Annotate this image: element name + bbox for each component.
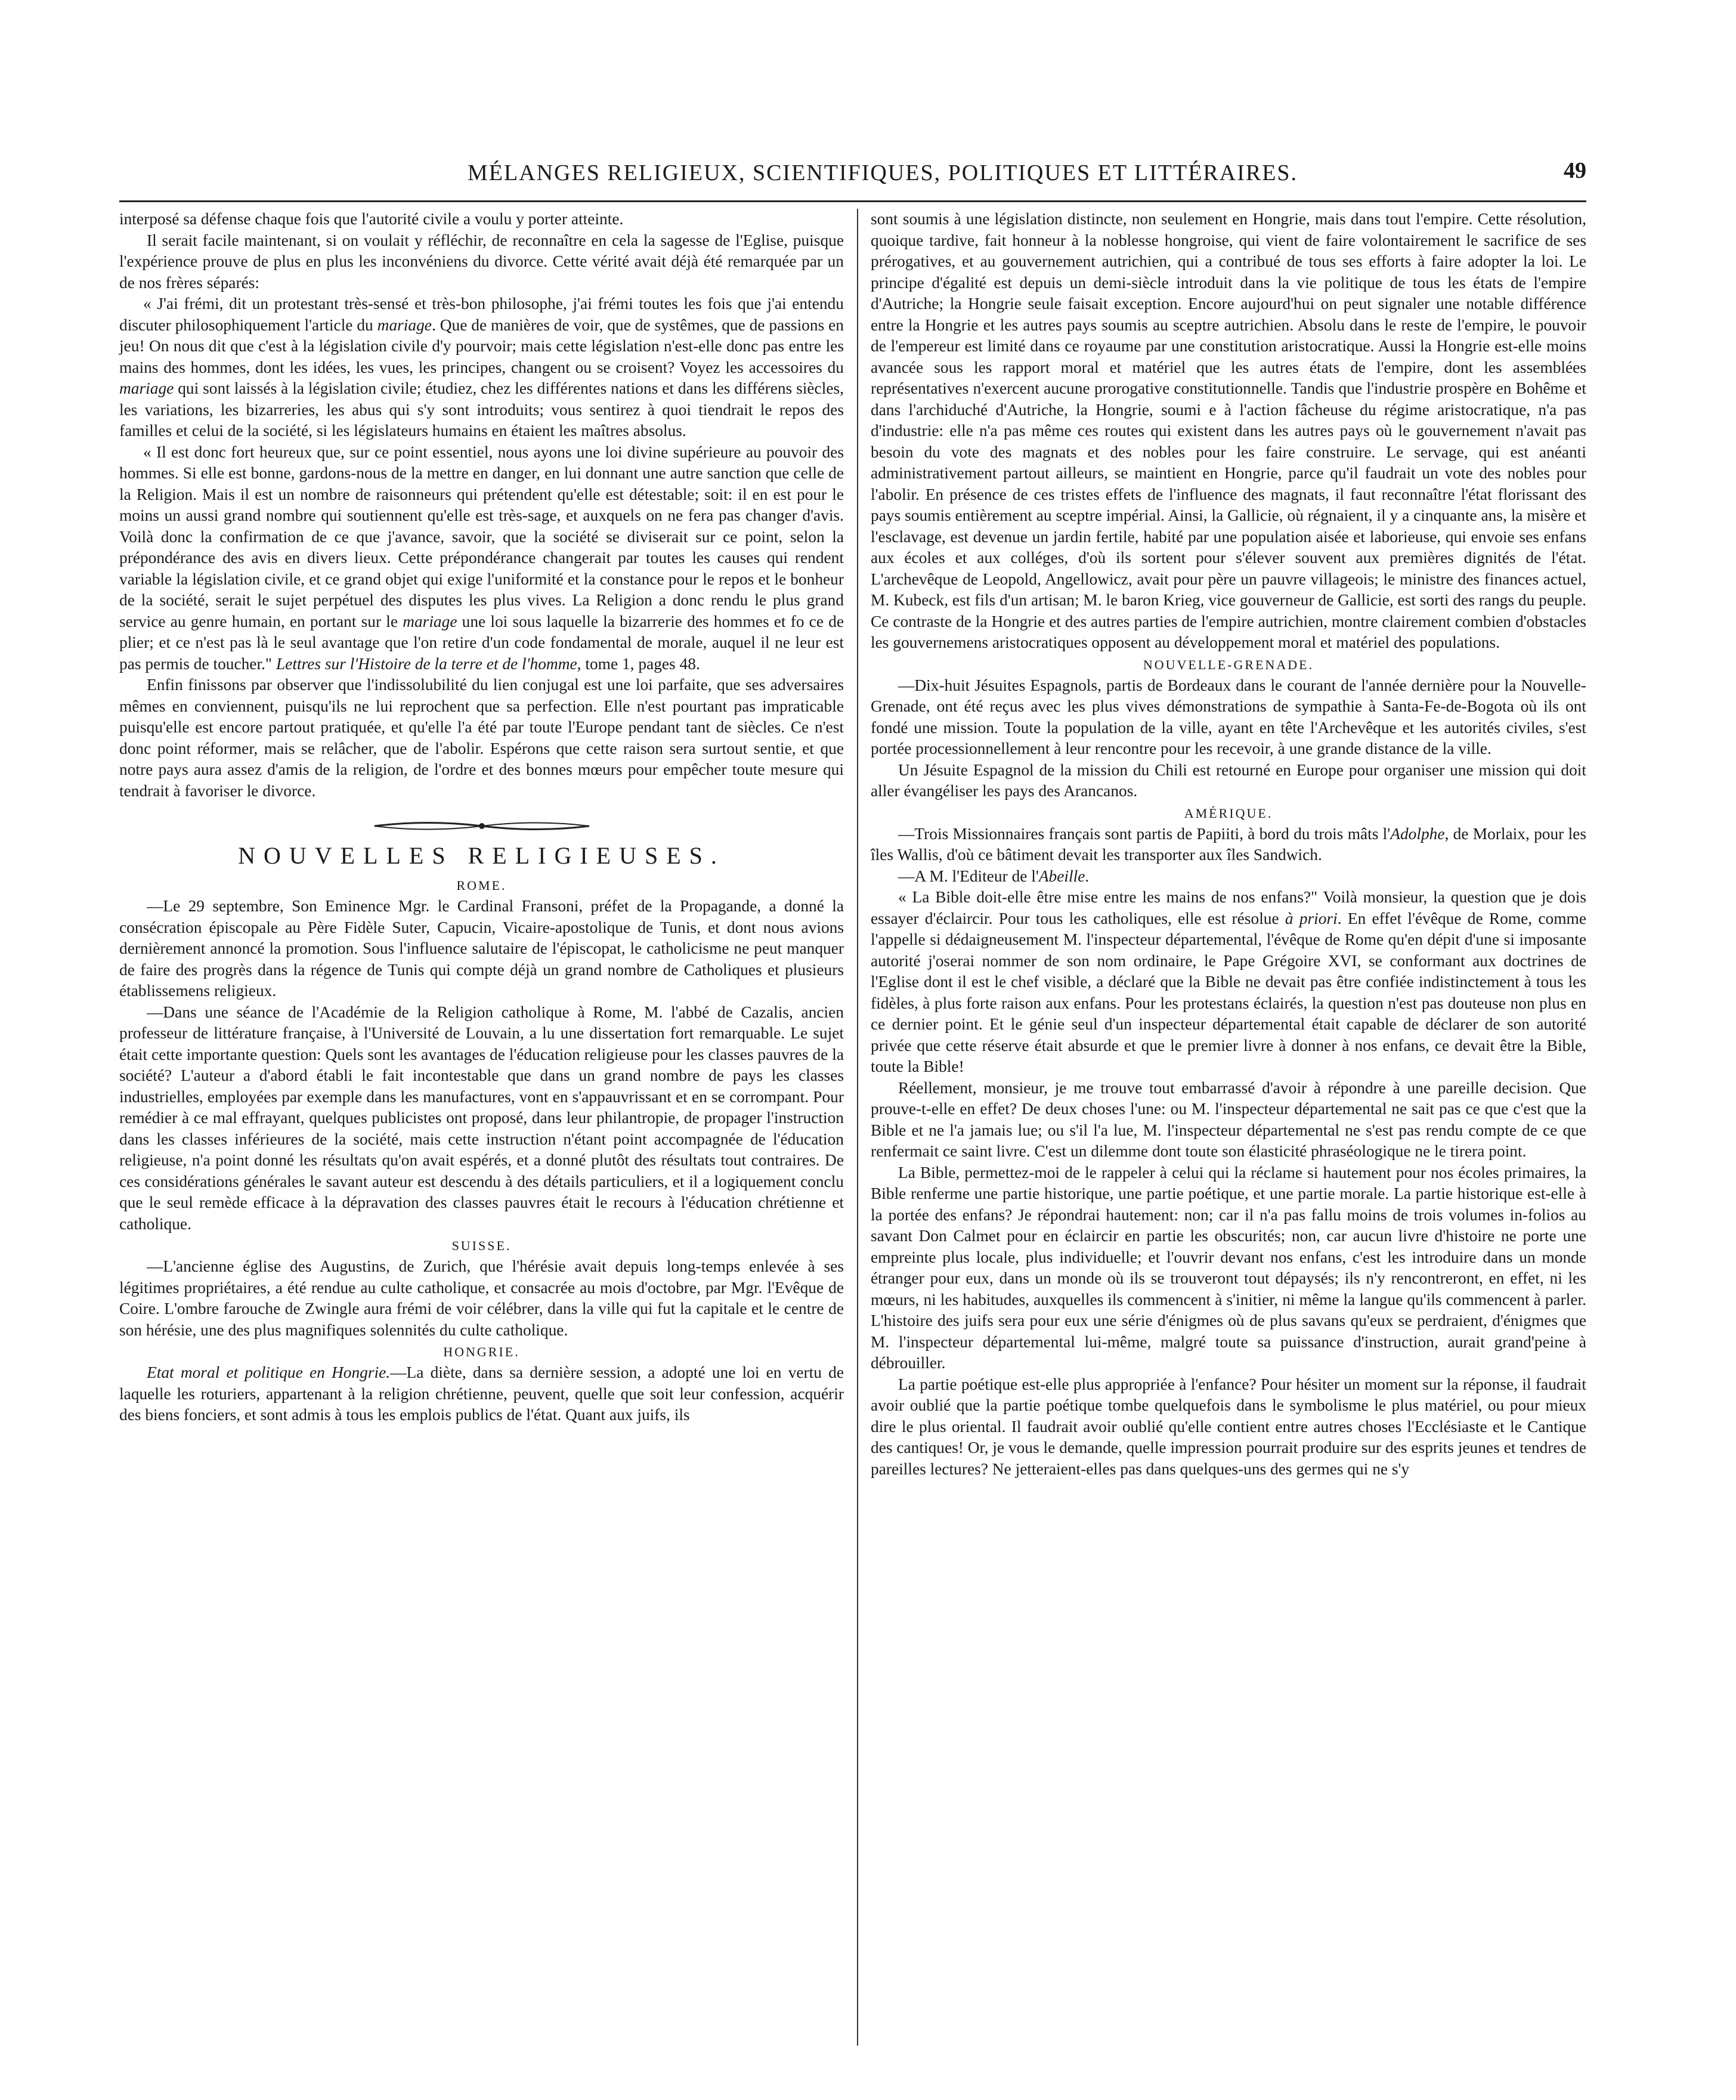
letter-heading [871,866,1586,887]
text-run: , de Morlaix, pour les îles Wallis, d'où ce bâtiment devait les transporter aux îles Sandwich. [871,824,1586,864]
header-rule [119,200,1586,202]
subheading-hongrie: HONGRIE. [443,1344,520,1359]
page-number: 49 [1564,158,1586,183]
text-run: « La Bible doit-elle être mise entre les mains de nos enfans?" Voilà monsieur, la question que je dois essayer d'éclaircir. Pour tous les catholiques, elle est résolue [871,888,1586,927]
paragraph: Il serait facile maintenant, si on voulait y réfléchir, de reconnaître en cela la sagesse de l'Eglise, puisque l'expérience prouve de plus en plus les inconvéniens du divorce. Cette vérité avait déjà été remarquée par un de nos frères séparés: [119,231,844,292]
news-item: —Le 29 septembre, Son Eminence Mgr. le Cardinal Fransoni, préfet de la Propagande, a donné la consécration épiscopale au Père Fidèle Suter, Capucin, Vicaire-apostolique de Tunis, et dont nous avions dernièrement annoncé la promotion. Sous l'influence salutaire de l'épiscopat, le catholicisme ne peut manquer de faire des progrès dans la régence de Tunis qui compte déjà un grand nombre de Catholiques et plusieurs établissemens religieux. [119,897,844,1000]
subheading-rome: ROME. [456,878,507,893]
letter-paragraph: La Bible, permettez-moi de le rappeler à celui qui la réclame si hautement pour nos écoles primaires, la Bible renferme une partie historique, une partie poétique, et une partie morale. La partie historique est-elle à la portée des enfans? Je répondrai hautement: non; car il n'a pas fallu moins de trois volumes in-folios au savant Don Calmet pour en éclaircir en partie les obscurités; non, car aucun livre d'histoire ne porte une empreinte plus locale, plus individuelle; et l'ouvrir devant nos enfans, c'est les introduire dans un monde étranger pour eux, dans un monde où ils se trouveront tout dépaysés; ils n'y rencontreront, en effet, ni les mœurs, ni les habitudes, auxquelles ils commencent à s'initier, ni même la langue qu'ils commencent à parler. L'histoire des juifs sera pour eux une série d'énigmes où de plus savans qu'eux se perdraient, d'énigmes que M. l'inspecteur départemental lui-même, malgré toute sa puissance d'instruction, aurait grand'peine à débrouiller. [871,1163,1586,1372]
news-item [871,824,1586,866]
text-run: tome 1, pages 48. [581,654,700,673]
subheading-nouvelle-grenade: NOUVELLE-GRENADE. [1143,657,1314,672]
italic-run: Etat moral et politique en Hongrie. [147,1363,391,1381]
text-run: « J'ai frémi, dit un protestant très-sensé et très-bon philosophe, j'ai frémi toutes les fois que j'ai entendu discuter philosophiquement l'article du [119,295,844,334]
paragraph: sont soumis à une législation distincte, non seulement en Hongrie, mais dans tout l'empire. Cette résolution, quoique tardive, fait honneur à la noblesse hongroise, qui vient de faire volontairement le sacrifice de ses prérogatives, et au gouvernement autrichien, qui a contribué de tous ses efforts à faire adopter la loi. Le principe d'égalité est depuis un demi-siècle introduit dans la vie politique de tous les états de l'empire d'Autriche; la Hongrie seule faisait exception. Encore aujourd'hui on peut signaler une notable différence entre la Hongrie et les autres pays soumis au sceptre autrichien. Absolu dans le reste de l'empire, le pouvoir de l'empereur est limité dans ce royaume par une constitution aristocratique. Aussi la Hongrie est-elle moins avancée sous les rapport moral et matériel que les autres états de l'empire, dont les assemblées représentatives n'exercent aucune prorogative constitutionnelle. Tandis que l'industrie prospère en Bohême et dans l'archiduché d'Autriche, la Hongrie, soumi e à l'action fâcheuse du régime aristocratique, n'a pas d'industrie: elle n'a pas même ces routes qui existent dans les autres pays où le gouvernement n'avait pas besoin du vote des magnats et des nobles pour les faire construire. Le servage, qui est anéanti administrativement partout ailleurs, se maintient en Hongrie, parce qu'il faudrait un vote des nobles pour l'abolir. En présence de ces tristes effets de l'influence des magnats, il faut reconnaître l'état florissant des pays soumis entièrement au sceptre impérial. Ainsi, la Gallicie, où régnaient, il y a cinquante ans, la misère et l'esclavage, est devenue un jardin fertile, habité par une population aisée et laborieuse, qui envoie ses enfans aux écoles et aux colléges, d'où ils sortent pour s'élever souvent aux premières dignités de l'état. L'archevêque de Leopold, Angellowicz, avait pour père un pauvre villageois; le ministre des finances actuel, M. Kubeck, est fils d'un artisan; M. le baron Krieg, vice gouverneur de Gallicie, est sorti des rangs du peuple. Ce contraste de la Hongrie et des autres parties de l'empire autrichien, montre clairement combien d'obstacles les gouvernemens aristocratiques opposent au développement moral et matériel des populations. [871,210,1586,651]
text-run: . Que de manières de voir, que de systêmes, que de passions en jeu! On nous dit que c'est à la législation civile d'y pourvoir; mais cette législation n'est-elle donc pas entre les mains des hommes, dont les idées, les vues, les principes, changent ou se croisent? Voyez les accessoires du [119,316,844,376]
italic-run: mariage [403,612,457,630]
text-run: qui sont laissés à la législation civile; étudiez, chez les différentes nations et dans les différens siècles, les variations, les bizarreries, les abus qui s'y sont introduits; vous sentirez à quoi tiendrait le repos des familles et celui de la société, si les législateurs humains en étaient les maîtres absolus. [119,379,844,440]
letter-paragraph: Réellement, monsieur, je me trouve tout embarrassé d'avoir à répondre à une pareille decision. Que prouve-t-elle en effet? De deux choses l'une: ou M. l'inspecteur départemental ne sait pas ce que c'est que la Bible et ne l'a jamais lue; ou s'il l'a lue, M. l'inspecteur départemental ne s'est pas rendu compte de ce que renfermait ce saint livre. C'est un dilemme dont toute son élasticité phraséologique ne le tirera point. [871,1078,1586,1160]
text-run: « Il est donc fort heureux que, sur ce point essentiel, nous ayons une loi divine supérieure au pouvoir des hommes. Si elle est bonne, gardons-nous de la mettre en danger, en lui donnant une autre sanction que celle de la Religion. Mais il est un nombre de raisonneurs qui prétendent qu'elle est détestable; soit: il en est pour le moins un aussi grand nombre qui soutiennent qu'elle est très-sage, et auxquels on ne fera pas changer d'avis. Voilà donc la confirmation de ce que j'avance, savoir, que la société se diviserait sur ce point, selon la prépondérance des avis en divers lieux. Cette prépondérance changerait par toutes les causes qui rendent variable la législation civile, et ce grand objet qui exige l'uniformité et la constance pour le repos et le bonheur de la société, serait le sujet perpétuel des disputes les plus vives. La Religion a donc rendu le plus grand service au genre humain, en portant sur le [119,443,844,630]
quote-paragraph [119,442,844,675]
column-divider [857,209,858,2046]
italic-run: à priori [1285,909,1338,927]
italic-run: mariage [119,379,174,397]
ornament-divider [369,817,595,835]
text-run: . [1085,867,1090,885]
news-item: —Dix-huit Jésuites Espagnols, partis de Bordeaux dans le courant de l'année dernière pour la Nouvelle-Grenade, ont été reçus avec les plus vives démonstrations de sympathie à Santa-Fe-de-Bogota où ils ont fondé une mission. Toute la population de la ville, ayant en tête l'Archevêque et les autorités civiles, s'est portée processionnellement à leur rencontre pour les recevoir, à une grande distance de la ville. [871,676,1586,757]
text-run: —La diète, dans sa dernière session, a adopté une loi en vertu de laquelle les roturiers, appartenant à la religion chrétienne, peuvent, quelle que soit leur confession, acquérir des biens fonciers, et sont admis à tous les emplois publics de l'état. Quant aux juifs, ils [119,1363,844,1424]
block-quote [119,293,844,675]
text-run: —A M. l'Editeur de l' [898,867,1039,885]
running-title: MÉLANGES RELIGIEUX, SCIENTIFIQUES, POLITIQUES ET LITTÉRAIRES. [467,160,1298,185]
section-heading: NOUVELLES RELIGIEUSES. [238,842,725,869]
page-header [179,160,1586,202]
news-item: —Dans une séance de l'Académie de la Religion catholique à Rome, M. l'abbé de Cazalis, ancien professeur de littérature française, à l'Université de Louvain, a lu une dissertation fort remarquable. Le sujet était cette importante question: Quels sont les avantages de l'éducation religieuse pour les classes pauvres de la société? L'auteur a d'abord établi le fait incontestable que dans un grand nombre de pays les classes industrielles, employées par exemple dans les manufactures, vont en s'appauvrissant et en se corrompant. Pour remédier à ce mal effrayant, quelques publicistes ont proposé, dans leur philantropie, de propager l'instruction dans les classes inférieures de la société, mais cette instruction n'étant point accompagnée de l'éducation religieuse, n'a point donné les résultats qu'on avait espérés, et a donné plutôt des résultats tout contraires. De ces considérations générales le savant auteur est descendu à des détails particuliers, et il a logiquement conclu que le seul remède efficace à la dépravation des classes pauvres était le recours à l'éducation chrétienne et catholique. [119,1003,844,1233]
news-item: Un Jésuite Espagnol de la mission du Chili est retourné en Europe pour organiser une mission qui doit aller évangéliser les pays des Arancanos. [871,760,1586,800]
italic-run: Abeille [1038,867,1085,885]
letter-paragraph: La partie poétique est-elle plus appropriée à l'enfance? Pour hésiter un moment sur la réponse, il faudrait avoir oublié que la partie poétique tombe quelquefois dans le symbolisme le plus matériel, ou pour mieux dire le plus oriental. Il faudrait avoir oublié qu'elle contient entre autres choses l'Ecclésiaste et le Cantique des cantiques! Or, je vous le demande, quelle impression pourrait produire sur des esprits jeunes et tendres de pareilles lectures? Ne jetteraient-elles pas dans quelques-uns des germes qui ne s'y [871,1375,1586,1478]
news-item: —L'ancienne église des Augustins, de Zurich, que l'hérésie avait depuis long-temps enlevée à ses légitimes propriétaires, a été rendue au culte catholique, et consacrée au mois d'octobre, par Mgr. l'Evêque de Coire. L'ombre farouche de Zwingle aura frémi de voir célébrer, dans la ville qui fut la capitale et le centre de son hérésie, une des plus magnifiques solennités du culte catholique. [119,1257,844,1339]
subheading-amerique: AMÉRIQUE. [1184,805,1273,821]
letter-paragraph [871,887,1586,1078]
text-run: —Trois Missionnaires français sont partis de Papiiti, à bord du trois mâts l' [898,824,1391,843]
text-run: une loi sous laquelle la bizarrerie des hommes et fo ce de plier; et ce n'est pas là le seul avantage que l'on retire d'un code fondamental de morale, auquel il ne leur est pas permis de toucher." [119,612,844,673]
subheading-suisse: SUISSE. [451,1238,512,1253]
paragraph: interposé sa défense chaque fois que l'autorité civile a voulu y porter atteinte. [119,210,624,228]
italic-run: Adolphe [1390,824,1445,843]
paragraph: Enfin finissons par observer que l'indissolubilité du lien conjugal est une loi parfaite, que ses adversaires mêmes en conviennent, puisqu'ils ne lui reprochent que sa perfection. Elle n'est pourtant pas impraticable puisqu'elle est encore partout pratiquée, et qu'elle l'a été par toute l'Europe pendant tant de siècles. Ce n'est donc point réformer, mais se relâcher, que de l'abolir. Espérons que cette raison sera surtout sentie, et que notre pays aura assez d'amis de la religion, de l'ordre et des bonnes mœurs pour empêcher toute mesure qui tendrait à favoriser le divorce. [119,676,844,800]
text-run: . En effet l'évêque de Rome, comme l'appelle si dédaigneusement M. l'inspecteur départemental, l'évêque de Rome qu'en dépit d'une si imposante autorité j'oserai nommer de son nom ordinaire, le Pape Grégoire XVI, se conformant aux doctrines de l'Eglise dont il est le chef visible, a déclaré que la Bible ne devait pas être confiée indistinctement à tous les fidèles, à plus forte raison aux enfans. Pour les protestans éclairés, la question n'est pas douteuse non plus en ce dernier point. Et le génie seul d'un inspecteur départemental était capable de déclarer de son autorité privée que cette réserve était absurde et que le premier livre à donner à nos enfans, ce devait être la Bible, toute la Bible! [871,909,1586,1075]
news-item [119,1362,844,1426]
italic-run: Lettres sur l'Histoire de la terre et de l'homme, [276,654,581,673]
right-column [871,209,1586,1480]
quote-paragraph [119,293,844,442]
left-column [119,209,844,1426]
italic-run: mariage [377,316,432,334]
